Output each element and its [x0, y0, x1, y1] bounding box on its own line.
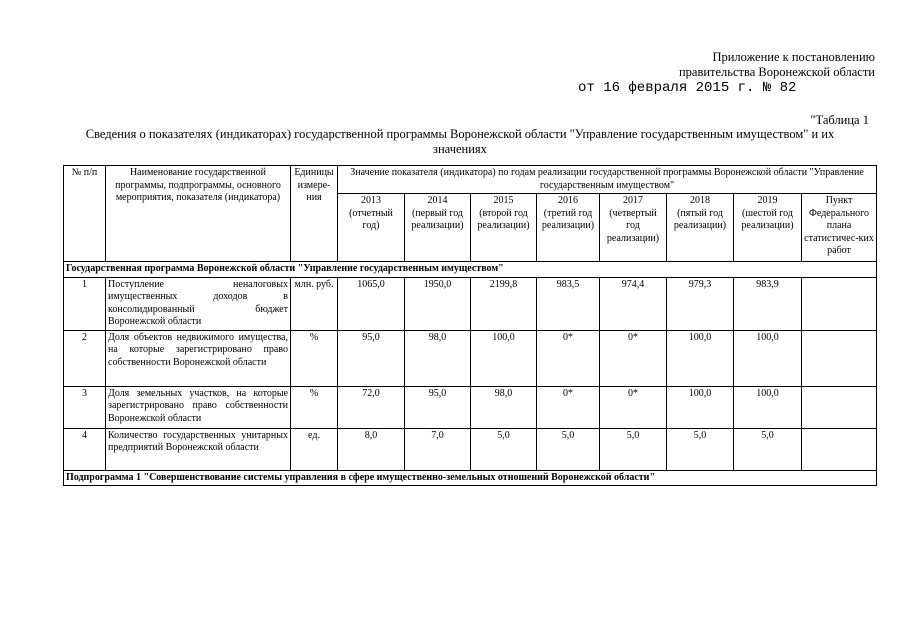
row-value: 2199,8	[471, 277, 537, 330]
section-subprogram-row: Подпрограмма 1 "Совершенствование системы управления в сфере имущественно-земельных отношений Воронежской области"	[64, 470, 877, 486]
col-values-group-header: Значение показателя (индикатора) по годам реализации государственной программы Воронежской области "Управление государственным имуществом"	[338, 166, 877, 194]
row-value: 5,0	[600, 428, 667, 470]
row-value: 1950,0	[405, 277, 471, 330]
row-value: 5,0	[667, 428, 734, 470]
row-value: 5,0	[734, 428, 802, 470]
year-note: (шестой год реализации)	[741, 207, 794, 231]
col-name-header: Наименование государственной программы, подпрограммы, основного мероприятия, показателя (индикатора)	[106, 166, 291, 262]
row-plan	[802, 330, 877, 386]
year-label: 2015	[493, 195, 514, 206]
row-num: 3	[64, 386, 106, 428]
row-unit: млн. руб.	[291, 277, 338, 330]
row-value: 0*	[600, 386, 667, 428]
document-title	[80, 127, 840, 157]
row-num: 4	[64, 428, 106, 470]
row-value: 7,0	[405, 428, 471, 470]
row-num: 1	[64, 277, 106, 330]
table-row	[64, 330, 877, 386]
year-header	[471, 194, 537, 262]
row-value: 72,0	[338, 386, 405, 428]
year-label: 2017	[623, 195, 643, 206]
table-row	[64, 428, 877, 470]
row-value: 100,0	[667, 386, 734, 428]
row-plan	[802, 428, 877, 470]
year-label: 2019	[757, 195, 778, 206]
row-name: Поступление неналоговых имущественных доходов в консолидированный бюджет Воронежской области	[106, 277, 291, 330]
row-name: Количество государственных унитарных предприятий Воронежской области	[106, 428, 291, 470]
title-line-2: значениях	[433, 142, 487, 156]
year-label: 2014	[427, 195, 448, 206]
year-header	[338, 194, 405, 262]
row-num: 2	[64, 330, 106, 386]
table-row	[64, 277, 877, 330]
year-note: (первый год реализации)	[411, 207, 464, 231]
col-num-header: № п/п	[64, 166, 106, 262]
year-note: (второй год реализации)	[477, 207, 530, 231]
row-plan	[802, 277, 877, 330]
row-value: 100,0	[734, 386, 802, 428]
decree-date: от 16 февраля 2015 г. № 82	[578, 80, 797, 96]
year-note: (третий год реализации)	[541, 207, 595, 231]
row-value: 95,0	[338, 330, 405, 386]
row-name: Доля земельных участков, на которые зарегистрировано право собственности Воронежской области	[106, 386, 291, 428]
row-unit: %	[291, 386, 338, 428]
row-value: 100,0	[471, 330, 537, 386]
row-value: 95,0	[405, 386, 471, 428]
row-value: 979,3	[667, 277, 734, 330]
row-value: 5,0	[537, 428, 600, 470]
row-value: 974,4	[600, 277, 667, 330]
row-value: 1065,0	[338, 277, 405, 330]
row-unit: %	[291, 330, 338, 386]
appendix-header	[679, 50, 875, 80]
appendix-line-2: правительства Воронежской области	[678, 65, 875, 79]
row-value: 100,0	[667, 330, 734, 386]
title-line-1: Сведения о показателях (индикаторах) государственной программы Воронежской области "Управление государственным имуществом" и их	[85, 127, 835, 141]
year-note: (пятый год реализации)	[673, 207, 727, 231]
row-unit: ед.	[291, 428, 338, 470]
row-value: 0*	[537, 330, 600, 386]
row-value: 5,0	[471, 428, 537, 470]
col-plan-header: Пункт Федерального плана статистичес-ких работ	[802, 194, 877, 262]
row-value: 0*	[600, 330, 667, 386]
section-program-row: Государственная программа Воронежской области "Управление государственным имуществом"	[64, 262, 877, 278]
row-name: Доля объектов недвижимого имущества, на которые зарегистрировано право собственности Воронежской области	[106, 330, 291, 386]
table-label: "Таблица 1	[810, 113, 869, 127]
row-value: 0*	[537, 386, 600, 428]
indicators-table	[63, 165, 877, 486]
year-note: (четвертый год реализации)	[606, 207, 660, 244]
year-header	[405, 194, 471, 262]
year-label: 2016	[558, 195, 578, 206]
year-label: 2018	[690, 195, 710, 206]
row-value: 100,0	[734, 330, 802, 386]
row-value: 983,9	[734, 277, 802, 330]
year-header	[734, 194, 802, 262]
year-note: (отчетный год)	[349, 207, 393, 231]
row-value: 8,0	[338, 428, 405, 470]
table-row	[64, 386, 877, 428]
col-unit-header: Единицы измере-ния	[291, 166, 338, 262]
year-header	[600, 194, 667, 262]
row-value: 983,5	[537, 277, 600, 330]
year-header	[537, 194, 600, 262]
row-plan	[802, 386, 877, 428]
year-label: 2013	[361, 195, 381, 206]
row-value: 98,0	[405, 330, 471, 386]
row-value: 98,0	[471, 386, 537, 428]
year-header	[667, 194, 734, 262]
appendix-line-1: Приложение к постановлению	[712, 50, 875, 64]
